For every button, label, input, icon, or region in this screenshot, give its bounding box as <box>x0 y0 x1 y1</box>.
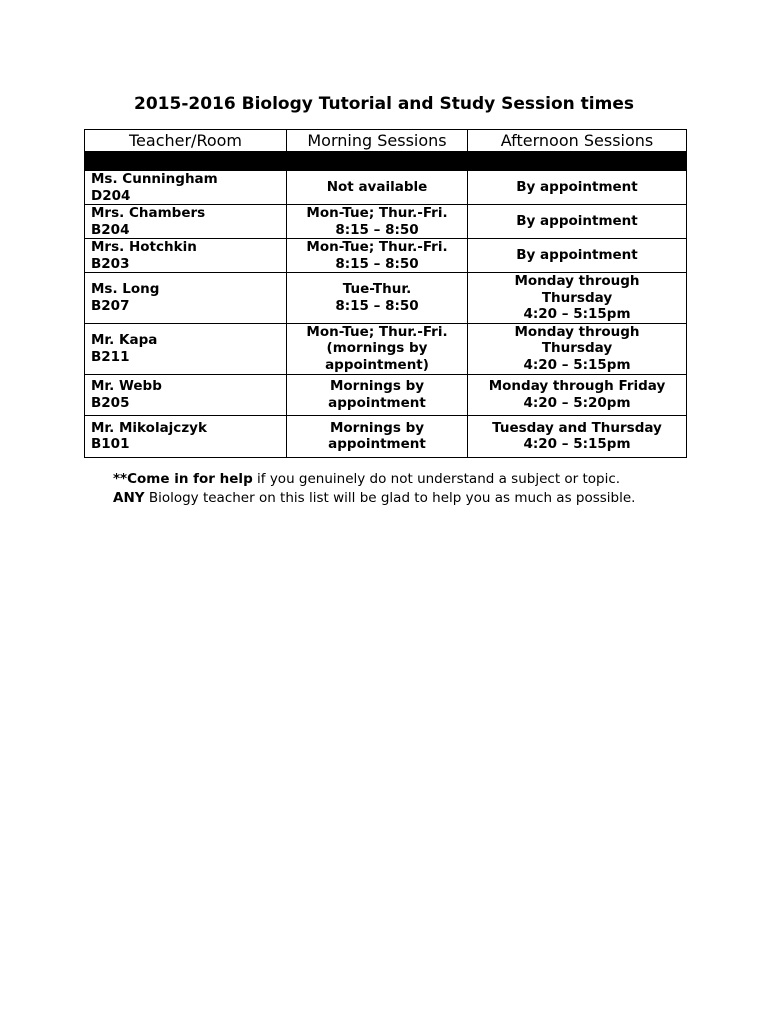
teacher-name: Mrs. Hotchkin <box>91 239 197 255</box>
morning-session-line: Mornings by <box>329 378 425 394</box>
help-note-emphasis: ANY <box>113 489 145 506</box>
afternoon-session-line: 4:20 – 5:15pm <box>523 306 631 322</box>
help-note-line-2 <box>113 489 635 508</box>
table-row <box>85 205 687 239</box>
divider-cell <box>85 152 687 171</box>
morning-session-line: Not available <box>326 179 428 196</box>
afternoon-session-line: Monday through <box>514 273 640 289</box>
table-row <box>85 171 687 205</box>
teacher-name: Mrs. Chambers <box>91 205 206 221</box>
tutorial-schedule-table <box>84 129 687 458</box>
page-title: 2015-2016 Biology Tutorial and Study Session times <box>134 94 634 114</box>
help-note-text: if you genuinely do not understand a subject or topic. <box>252 471 621 487</box>
afternoon-session-line: 4:20 – 5:15pm <box>523 436 631 452</box>
afternoon-session-line: By appointment <box>516 179 638 196</box>
morning-session-line: 8:15 – 8:50 <box>335 255 419 272</box>
morning-session-cell <box>287 239 468 273</box>
table-row <box>85 415 687 457</box>
table-row <box>85 323 687 374</box>
table-row <box>85 239 687 273</box>
teacher-room-cell <box>85 205 287 239</box>
teacher-room-cell <box>85 323 287 374</box>
afternoon-session-line: 4:20 – 5:20pm <box>523 394 631 411</box>
table-row <box>85 374 687 415</box>
teacher-room-cell <box>85 239 287 273</box>
afternoon-session-line: By appointment <box>516 213 638 230</box>
afternoon-session-cell <box>468 239 687 273</box>
morning-session-line: appointment) <box>325 356 429 373</box>
morning-session-line: Mon-Tue; Thur.-Fri. <box>306 239 448 255</box>
morning-session-cell <box>287 205 468 239</box>
morning-session-cell <box>287 415 468 457</box>
afternoon-session-line: 4:20 – 5:15pm <box>523 356 631 373</box>
teacher-name: Mr. Mikolajczyk <box>91 419 207 436</box>
table-row <box>85 273 687 324</box>
teacher-name: Ms. Cunningham <box>91 171 218 187</box>
header-teacher-room: Teacher/Room <box>85 130 287 152</box>
afternoon-session-cell <box>468 205 687 239</box>
teacher-room-cell <box>85 374 287 415</box>
morning-session-line: appointment <box>328 436 426 452</box>
help-note <box>113 470 635 507</box>
afternoon-session-cell <box>468 323 687 374</box>
teacher-name: Mr. Webb <box>91 378 162 394</box>
room-number: B207 <box>91 297 130 314</box>
table-header-row <box>85 130 687 152</box>
room-number: B205 <box>91 394 130 411</box>
teacher-name: Ms. Long <box>91 281 160 298</box>
afternoon-session-line: Tuesday and Thursday <box>492 419 662 436</box>
room-number: B211 <box>91 348 130 365</box>
teacher-room-cell <box>85 171 287 205</box>
teacher-room-cell <box>85 273 287 324</box>
morning-session-cell <box>287 374 468 415</box>
help-note-text: Biology teacher on this list will be glad to help you as much as possible. <box>144 489 636 506</box>
header-afternoon-sessions: Afternoon Sessions <box>468 130 687 152</box>
morning-session-cell <box>287 171 468 205</box>
afternoon-session-line: Monday through Friday <box>488 378 666 394</box>
morning-session-line: (mornings by <box>326 340 428 357</box>
afternoon-session-cell <box>468 374 687 415</box>
help-note-emphasis: **Come in for help <box>113 471 253 487</box>
afternoon-session-cell <box>468 171 687 205</box>
morning-session-cell <box>287 323 468 374</box>
afternoon-session-line: Thursday <box>541 340 613 357</box>
afternoon-session-line: By appointment <box>516 247 638 264</box>
room-number: D204 <box>91 187 131 204</box>
morning-session-line: appointment <box>328 394 426 411</box>
room-number: B101 <box>91 436 130 452</box>
header-divider-bar <box>85 152 687 171</box>
header-morning-sessions: Morning Sessions <box>287 130 468 152</box>
morning-session-line: 8:15 – 8:50 <box>335 221 419 238</box>
afternoon-session-cell <box>468 273 687 324</box>
teacher-room-cell <box>85 415 287 457</box>
morning-session-line: Mornings by <box>329 419 425 436</box>
help-note-line-1 <box>113 470 635 489</box>
morning-session-line: Tue-Thur. <box>342 281 412 298</box>
morning-session-line: Mon-Tue; Thur.-Fri. <box>306 205 448 221</box>
afternoon-session-line: Monday through <box>514 323 640 340</box>
afternoon-session-cell <box>468 415 687 457</box>
morning-session-line: Mon-Tue; Thur.-Fri. <box>306 323 448 340</box>
room-number: B204 <box>91 221 130 238</box>
morning-session-cell <box>287 273 468 324</box>
morning-session-line: 8:15 – 8:50 <box>335 297 419 314</box>
teacher-name: Mr. Kapa <box>91 332 158 348</box>
afternoon-session-line: Thursday <box>541 289 613 306</box>
room-number: B203 <box>91 255 130 272</box>
